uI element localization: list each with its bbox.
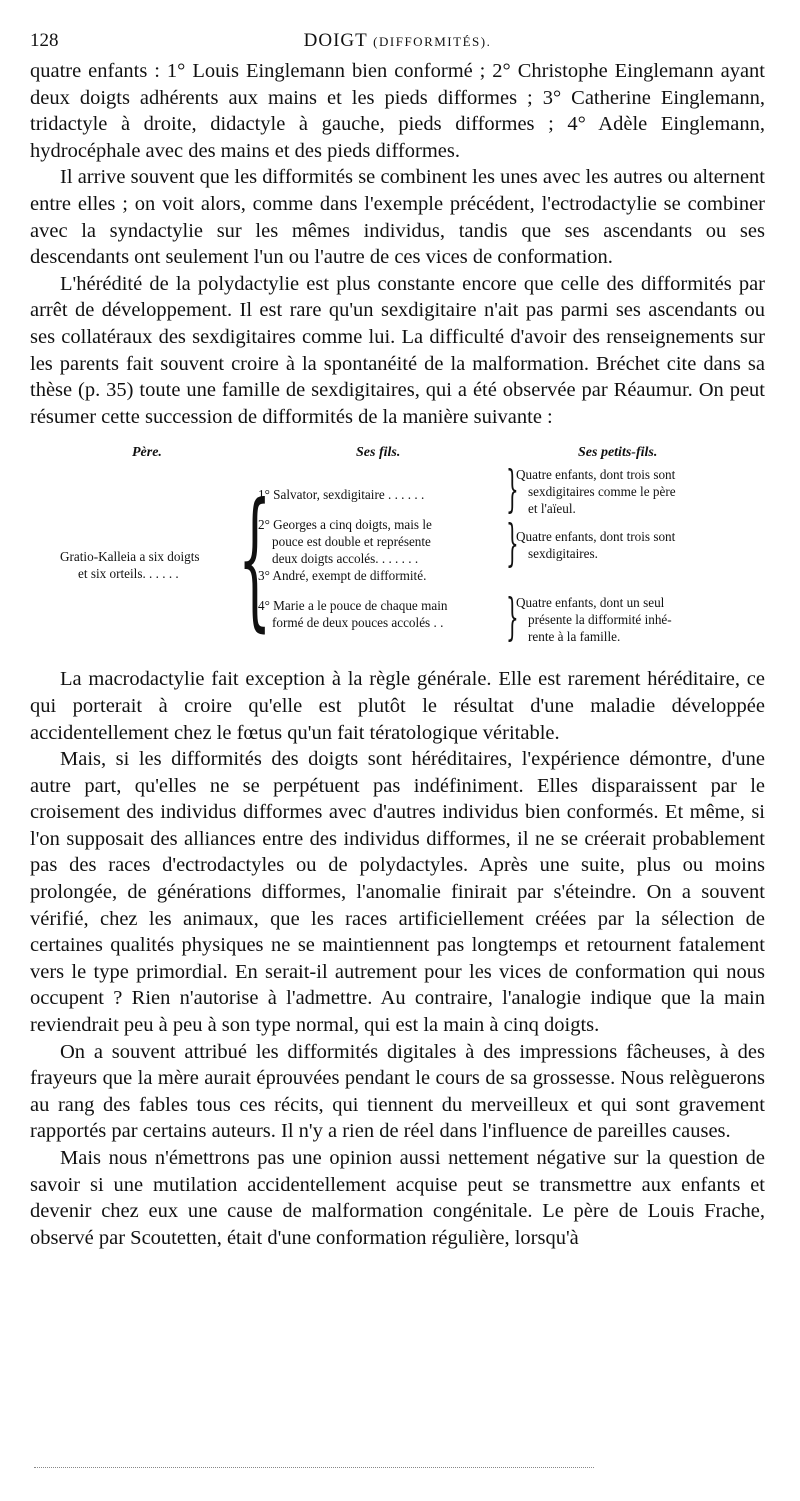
page (30, 28, 765, 1251)
paragraph: quatre enfants : 1° Louis Einglemann bien conformé ; 2° Christophe Einglemann ayant deux doigts adhérents aux mains et les pieds difformes ; 3° Catherine Einglemann, tridactyle à droite, didactyle à gauche, pieds difformes ; 4° Adèle Einglemann, hydrocéphale avec des mains et des pieds difformes. (30, 60, 765, 162)
right-brace: } (506, 514, 519, 573)
right-brace: } (506, 460, 519, 519)
father-line: Gratio-Kalleia a six doigts (60, 549, 200, 565)
right-brace: } (506, 588, 519, 647)
son-entry: 4° Marie a le pouce de chaque main (258, 598, 448, 614)
grandson-entry: Quatre enfants, dont trois sont (516, 467, 676, 483)
son-entry: pouce est double et représente (272, 534, 431, 550)
page-number: 128 (30, 30, 59, 51)
son-entry: 2° Georges a cinq doigts, mais le (258, 517, 432, 533)
running-title-main: DOIGT (303, 30, 368, 51)
running-title (30, 30, 765, 52)
paragraph: La macrodactylie fait exception à la règle générale. Elle est rarement héréditaire, ce qui porterait à croire qu'elle est plutôt le résultat d'une maladie développée accidentellement chez le fœtus qu'un fait tératologique véritable. (30, 668, 765, 744)
grandson-entry: sexdigitaires comme le père (528, 484, 676, 500)
grandson-entry: présente la difformité inhé- (528, 612, 672, 628)
running-header (30, 28, 765, 58)
genealogy-table (30, 444, 765, 666)
grandson-entry: Quatre enfants, dont trois sont (516, 529, 676, 545)
grandson-entry: et l'aïeul. (528, 501, 576, 517)
left-brace: { (238, 472, 272, 647)
paragraph: Mais, si les difformités des doigts sont héréditaires, l'expérience démontre, d'une autre part, qu'elles ne se perpétuent pas indéfiniment. Elles disparaissent par le croisement des individus difformes avec d'autres individus bien conformés. Et même, si l'on supposait des alliances entre des individus difformes, il ne se créerait probablement pas des races d'ectrodactyles ou de polydactyles. Après une suite, plus ou moins prolongée, de générations difformes, l'anomalie finirait par s'éteindre. On a souvent vérifié, chez les animaux, que les races artificiellement créées par la sélection de certaines qualités physiques ne se maintiennent pas longtemps et retournent fatalement vers le type primordial. En serait-il autrement pour les vices de conformation qui nous occupent ? Rien n'autorise à l'admettre. Au contraire, l'analogie indique que la main reviendrait peu à peu à son type normal, qui est la main à cinq doigts. (30, 748, 765, 1037)
column-header-sons: Ses fils. (356, 445, 401, 461)
father-line: et six orteils. . . . . . (78, 566, 179, 582)
son-entry: formé de deux pouces accolés . . (272, 615, 444, 631)
paragraph: L'hérédité de la polydactylie est plus constante encore que celle des difformités par arrêt de développement. Il est rare qu'un sexdigitaire n'ait pas parmi ses ascendants ou ses collatéraux des sexdigitaires comme lui. La difficulté d'avoir des renseignements sur les parents fait souvent croire à la spontanéité de la malformation. Bréchet cite dans sa thèse (p. 35) toute une famille de sexdigitaires, qui a été observée par Réaumur. On peut résumer cette succession de difformités de la manière suivante : (30, 272, 765, 428)
column-header-grandsons: Ses petits-fils. (578, 445, 658, 461)
paragraph: Mais nous n'émettrons pas une opinion aussi nettement négative sur la question de savoir si une mutilation accidentellement acquise peut se transmettre aux enfants et devenir chez eux une cause de malformation congénitale. Le père de Louis Frache, observé par Scoutetten, était d'une conformation régulière, lorsqu'à (30, 1147, 765, 1249)
son-entry: deux doigts accolés. . . . . . . (272, 551, 419, 567)
grandson-entry: sexdigitaires. (528, 546, 598, 562)
grandson-entry: rente à la famille. (528, 629, 621, 645)
paragraph: On a souvent attribué les difformités digitales à des impressions fâcheuses, à des frayeurs que la mère aurait éprouvées pendant le cours de sa grossesse. Nous relèguerons au rang des fables tous ces récits, qui tiennent du merveilleux et qui sont gravement rapportés par certains auteurs. Il n'y a rien de réel dans l'influence de pareilles causes. (30, 1040, 765, 1143)
footer-rule (34, 1467, 594, 1468)
column-header-father: Père. (132, 445, 162, 461)
son-entry: 3° André, exempt de difformité. (258, 568, 427, 584)
son-entry: 1° Salvator, sexdigitaire . . . . . . (258, 487, 425, 503)
paragraph: Il arrive souvent que les difformités se combinent les unes avec les autres ou alternent entre elles ; on voit alors, comme dans l'exemple précédent, l'ectrodactylie se combiner avec la syndactylie sur les mêmes individus, tandis que ses ascendants ou ses descendants ont seulement l'un ou l'autre de ces vices de conformation. (30, 166, 765, 269)
grandson-entry: Quatre enfants, dont un seul (516, 595, 665, 611)
running-title-sub: (DIFFORMITÉS). (373, 34, 492, 49)
